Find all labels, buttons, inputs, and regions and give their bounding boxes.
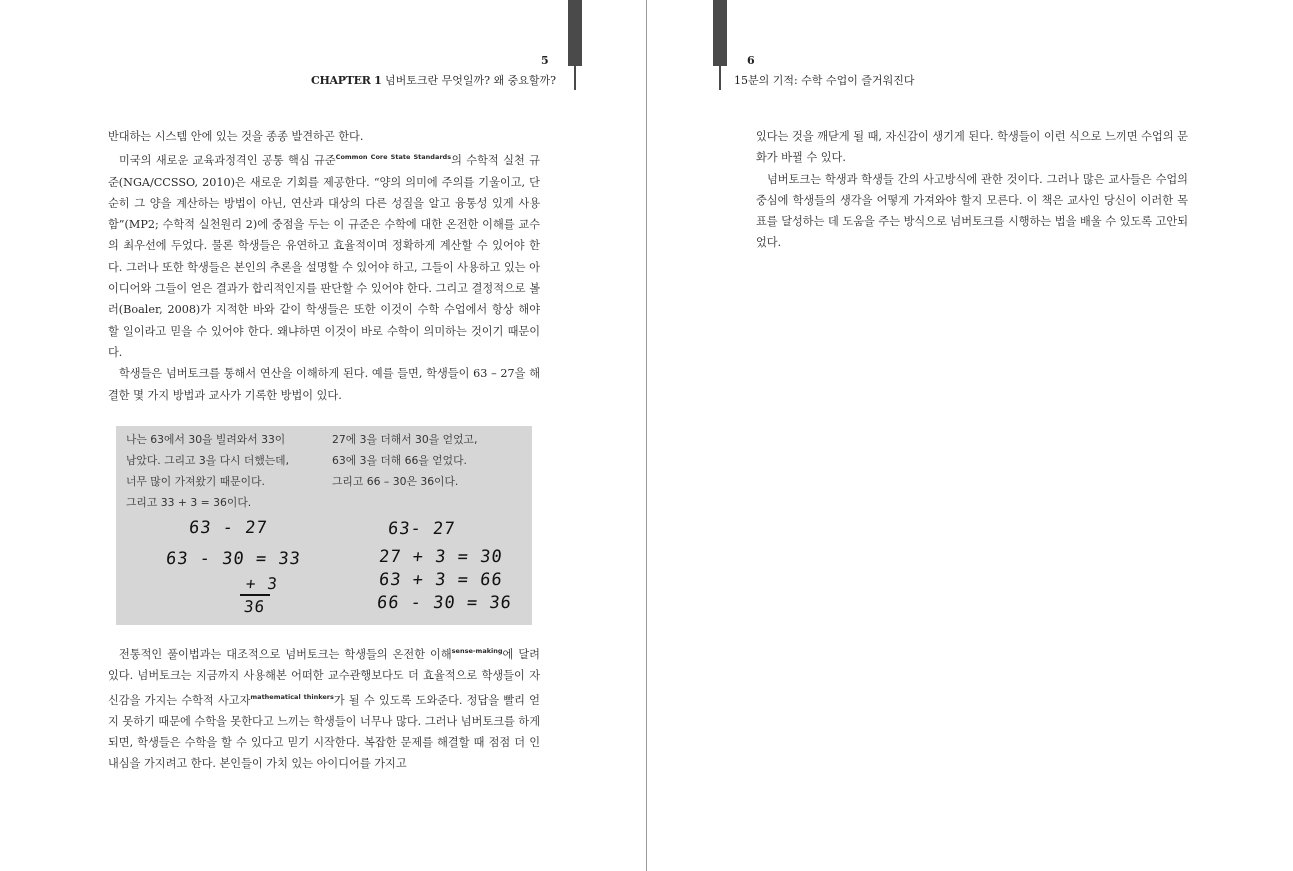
text-run: 미국의 새로운 교육과정격인 공통 핵심 규준 bbox=[119, 154, 336, 168]
handwritten-sum-line bbox=[240, 594, 270, 596]
handwritten-step: 27 + 3 = 30 bbox=[377, 547, 504, 567]
method-2-explanation bbox=[332, 429, 477, 492]
handwritten-step: + 3 bbox=[245, 574, 279, 593]
handwritten-answer: 36 bbox=[243, 597, 267, 616]
header-rule bbox=[574, 66, 576, 90]
handwritten-problem: 63- 27 bbox=[386, 519, 457, 539]
text-run: 에 달려 있다. 넘버토크는 지금까지 사용해본 어떠한 교수관행보다도 더 효율적으로 학생들이 자신감을 가지는 수학적 사고자 bbox=[108, 648, 540, 707]
page-gutter bbox=[646, 0, 647, 871]
running-head bbox=[311, 72, 556, 88]
body-text-lower bbox=[108, 641, 540, 775]
running-head bbox=[734, 72, 914, 88]
handwritten-problem: 63 - 27 bbox=[187, 518, 269, 538]
page-number: 6 bbox=[747, 54, 755, 67]
gloss-annotation: mathematical thinkers bbox=[250, 692, 334, 701]
explanation-line: 그리고 33 + 3 = 36이다. bbox=[126, 496, 252, 509]
method-1-explanation bbox=[126, 429, 289, 513]
text-run: 전통적인 풀이법과는 대조적으로 넘버토크는 학생들의 온전한 이해 bbox=[119, 648, 452, 661]
student-methods-box bbox=[116, 426, 532, 625]
explanation-line: 너무 많이 가져왔기 때문이다. bbox=[126, 475, 265, 488]
handwritten-step: 66 - 30 = 36 bbox=[375, 593, 513, 613]
paragraph: 넘버토크는 학생과 학생들 간의 사고방식에 관한 것이다. 그러나 많은 교사들은 수업의 중심에 학생들의 생각을 어떻게 가져와야 할지 모른다. 이 책은 교사인 당신이 이러한 목표를 달성하는 데 도움을 주는 방식으로 넘버토크를 시행하는 법을 배울 수 있도록 고안되었다. bbox=[756, 172, 1188, 250]
running-head-title: 넘버토크란 무엇일까? 왜 중요할까? bbox=[384, 74, 556, 87]
body-text-right bbox=[756, 126, 1188, 254]
explanation-line: 나는 63에서 30을 빌려와서 33이 bbox=[126, 433, 286, 446]
handwritten-step: 63 + 3 = 66 bbox=[377, 570, 504, 590]
running-head-chapter: CHAPTER 1 bbox=[310, 74, 382, 87]
explanation-line: 63에 3을 더해 66을 얻었다. bbox=[332, 454, 467, 467]
page-number: 5 bbox=[541, 54, 549, 67]
paragraph: 반대하는 시스템 안에 있는 것을 종종 발견하곤 한다. bbox=[108, 130, 364, 143]
explanation-line: 27에 3을 더해서 30을 얻었고, bbox=[332, 433, 478, 446]
explanation-line: 남았다. 그리고 3을 다시 더했는데, bbox=[126, 454, 290, 467]
header-rule bbox=[719, 66, 721, 90]
paragraph: 있다는 것을 깨닫게 될 때, 자신감이 생기게 된다. 학생들이 이런 식으로 느끼면 수업의 문화가 바뀔 수 있다. bbox=[756, 130, 1188, 165]
text-run: 가 될 수 있도록 도와준다. 정답을 빨리 얻지 못하기 때문에 수학을 못한다고 느끼는 학생들이 너무나 많다. 그러나 넘버토크를 하게 되면, 학생들은 수학을 할 수 있다고 믿기 시작한다. 복잡한 문제를 해결할 때 점점 더 인내심을 가지려고 한다. 본인들이 가치 있는 아이디어를 가지고 bbox=[108, 693, 540, 771]
paragraph bbox=[108, 641, 540, 775]
gloss-annotation: sense-making bbox=[451, 647, 503, 655]
paragraph bbox=[108, 147, 540, 363]
text-run: 의 수학적 실천 규준(NGA/CCSSO, 2010)은 새로운 기회를 제공한다. “양의 의미에 주의를 기울이고, 단순히 그 양을 계산하는 방법이 아닌, 연산과 대상의 다른 성질을 알고 융통성 있게 사용함”(MP2; 수학적 실천원리 2)에 중점을 두는 이 규준은 수학에 대한 온전한 이해를 교수의 최우선에 두었다. 물론 학생들은 유연하고 효율적이며 정확하게 계산할 수 있어야 한다. 그러나 또한 학생들은 본인의 추론을 설명할 수 있어야 하고, 그들이 사용하고 있는 아이디어와 그들이 얻은 결과가 합리적인지를 판단할 수 있어야 한다. 그리고 결정적으로 볼러(Boaler, 2008)가 지적한 바와 같이 학생들은 또한 이것이 수학 수업에서 항상 해야 할 일이라고 믿을 수 있어야 한다. 왜냐하면 이것이 바로 수학이 의미하는 것이기 때문이다. bbox=[108, 154, 540, 359]
running-head-title: 15분의 기적: 수학 수업이 즐거워진다 bbox=[734, 74, 915, 87]
explanation-line: 그리고 66 – 30은 36이다. bbox=[332, 475, 459, 488]
thumb-tab bbox=[713, 0, 727, 66]
thumb-tab bbox=[568, 0, 582, 66]
body-text-upper bbox=[108, 126, 540, 406]
gloss-annotation: Common Core State Standards bbox=[335, 153, 452, 162]
handwritten-step: 63 - 30 = 33 bbox=[164, 549, 302, 569]
paragraph: 학생들은 넘버토크를 통해서 연산을 이해하게 된다. 예를 들면, 학생들이 63 – 27을 해결한 몇 가지 방법과 교사가 기록한 방법이 있다. bbox=[108, 367, 540, 402]
